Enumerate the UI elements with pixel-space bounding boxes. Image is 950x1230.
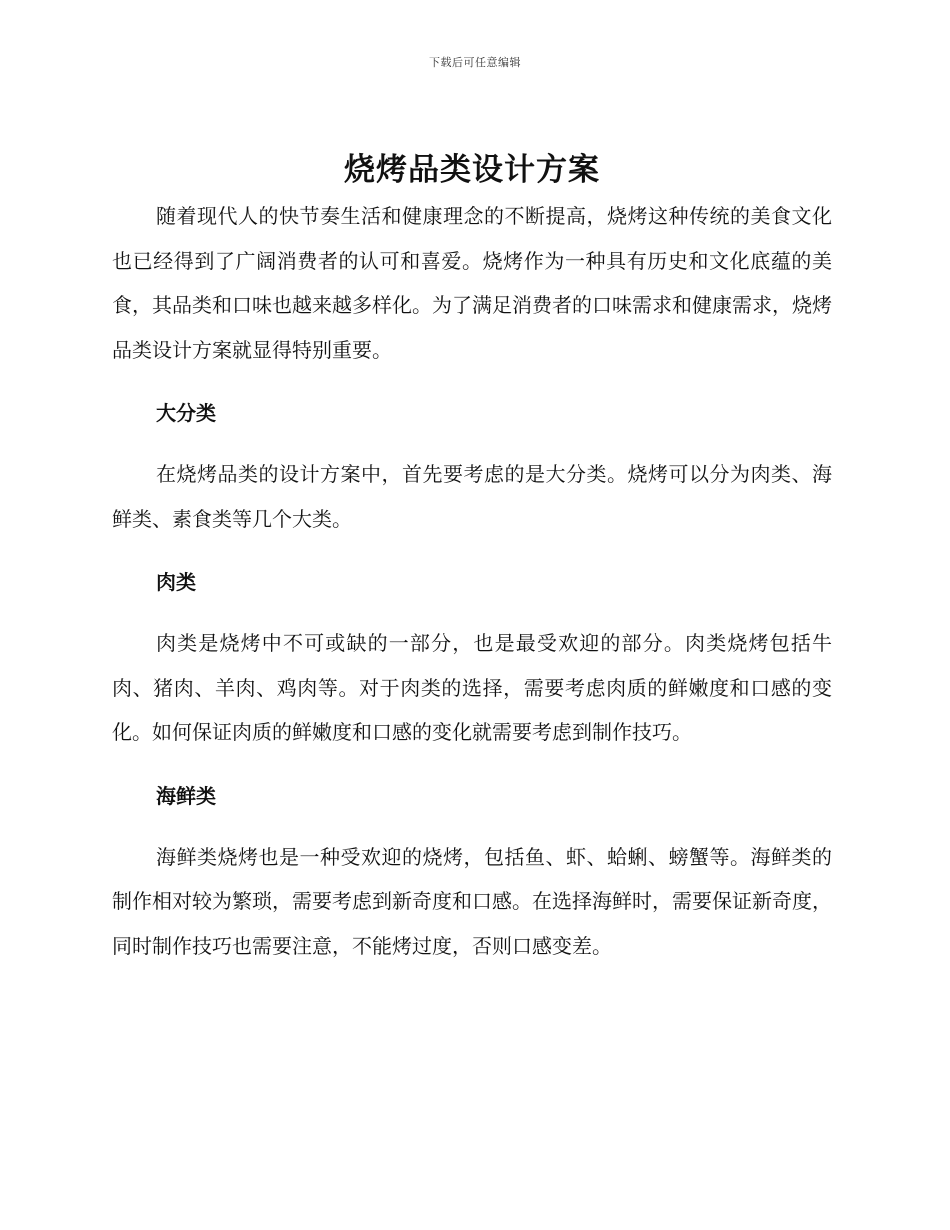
section-body-seafood: 海鲜类烧烤也是一种受欢迎的烧烤，包括鱼、虾、蛤蜊、螃蟹等。海鲜类的制作相对较为繁琐，需要考虑到新奇度和口感。在选择海鲜时，需要保证新奇度，同时制作技巧也需要注意，不能烤过度，否则口感变差。 bbox=[112, 844, 832, 958]
document-title: 烧烤品类设计方案 bbox=[344, 152, 600, 188]
section-body-major-categories: 在烧烤品类的设计方案中，首先要考虑的是大分类。烧烤可以分为肉类、海鲜类、素食类等几个大类。 bbox=[112, 462, 832, 531]
section-heading-meat: 肉类 bbox=[156, 570, 196, 594]
section-heading-major-categories: 大分类 bbox=[156, 401, 216, 425]
header-note: 下载后可任意编辑 bbox=[429, 56, 521, 69]
section-body-meat: 肉类是烧烤中不可或缺的一部分，也是最受欢迎的部分。肉类烧烤包括牛肉、猪肉、羊肉、鸡肉等。对于肉类的选择，需要考虑肉质的鲜嫩度和口感的变化。如何保证肉质的鲜嫩度和口感的变化就需要考虑到制作技巧。 bbox=[112, 631, 832, 744]
section-heading-seafood: 海鲜类 bbox=[156, 783, 216, 808]
document-body bbox=[112, 148, 832, 968]
intro-paragraph: 随着现代人的快节奏生活和健康理念的不断提高，烧烤这种传统的美食文化也已经得到了广阔消费者的认可和喜爱。烧烤作为一种具有历史和文化底蕴的美食，其品类和口味也越来越多样化。为了满足消费者的口味需求和健康需求，烧烤品类设计方案就显得特别重要。 bbox=[112, 204, 832, 362]
